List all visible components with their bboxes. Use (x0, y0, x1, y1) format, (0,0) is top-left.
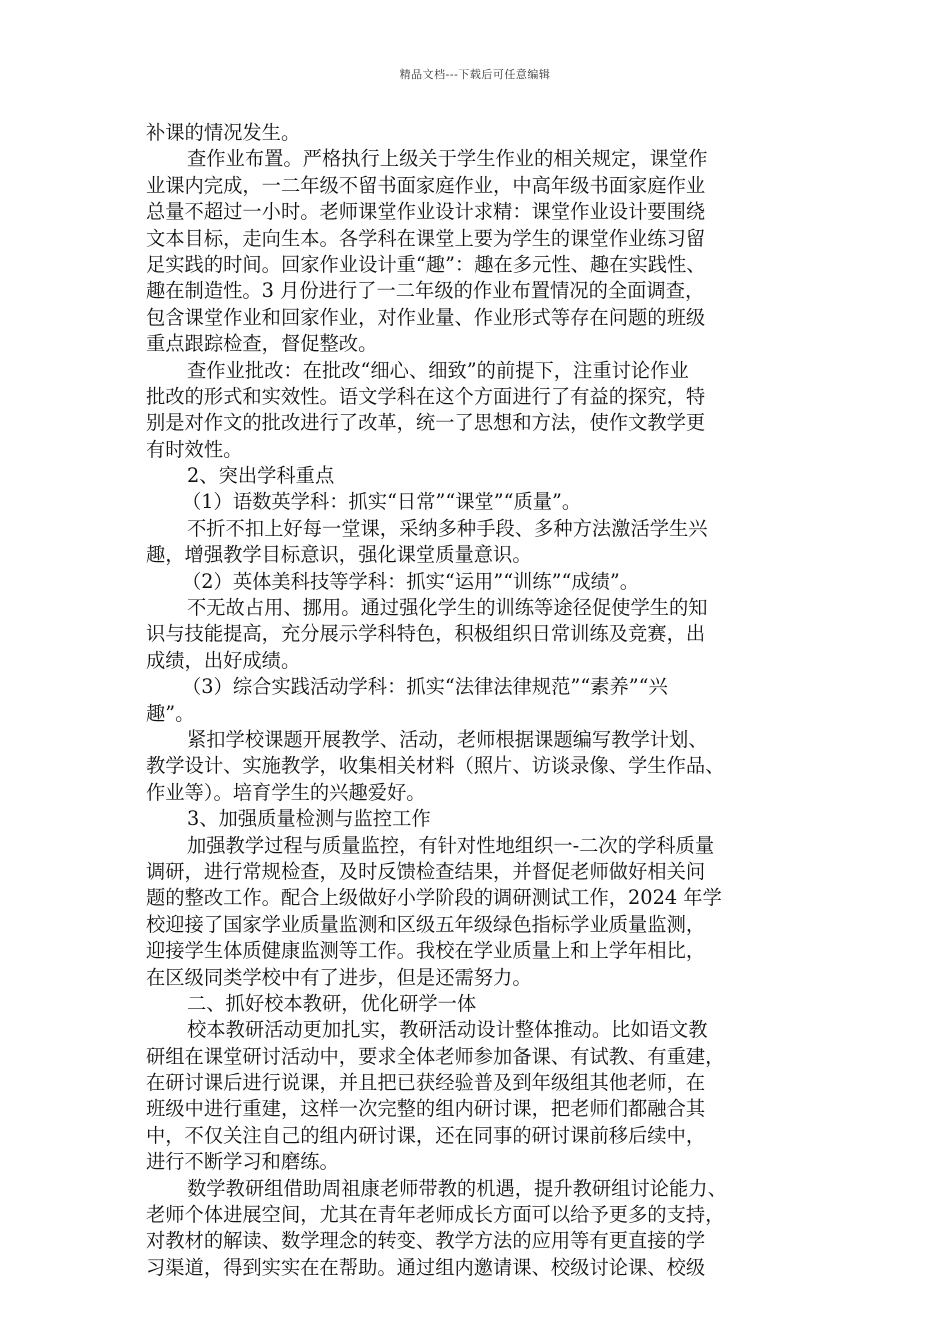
text-line: 进行不断学习和磨练。 (146, 1150, 339, 1174)
text-line: 教学设计、实施教学，收集相关材料（照片、访谈录像、学生作品、 (146, 754, 725, 778)
text-line: 班级中进行重建，这样一次完整的组内研讨课，把老师们都融合其 (146, 1097, 706, 1121)
text-line: 总量不超过一小时。老师课堂作业设计求精：课堂作业设计要围绕 (146, 200, 706, 224)
paragraph-first-line: 不无故占用、挪用。通过强化学生的训练等途径促使学生的知 (187, 596, 708, 620)
text-line: 趣”。 (146, 701, 195, 725)
paragraph-first-line: 紧扣学校课题开展教学、活动，老师根据课题编写教学计划、 (187, 727, 708, 751)
text-line: 有时效性。 (146, 437, 243, 461)
paragraph-first-line: 查作业批改：在批改“细心、细致”的前提下，注重讨论作业 (187, 358, 689, 382)
text-line: 补课的情况发生。 (146, 121, 301, 144)
text-line: 老师个体进展空间，尤其在青年老师成长方面可以给予更多的支持， (146, 1203, 725, 1227)
text-line: 迎接学生体质健康监测等工作。我校在学业质量上和上学年相比， (146, 939, 706, 963)
paragraph-first-line: 查作业布置。严格执行上级关于学生作业的相关规定，课堂作 (187, 147, 708, 171)
text-line: 业课内完成，一二年级不留书面家庭作业，中高年级书面家庭作业 (146, 173, 706, 197)
subsection-heading: （1）语数英学科：抓实“日常”“课堂”“质量”。 (182, 490, 582, 514)
section-heading: 二、抓好校本教研，优化研学一体 (187, 991, 477, 1015)
text-line: 批改的形式和实效性。语文学科在这个方面进行了有益的探究，特 (146, 384, 706, 408)
paragraph-first-line: 加强教学过程与质量监控，有针对性地组织一-二次的学科质量 (187, 833, 715, 857)
text-line: 文本目标，走向生本。各学科在课堂上要为学生的课堂作业练习留 (146, 226, 706, 250)
text-line: 成绩，出好成绩。 (146, 648, 301, 672)
paragraph-first-line: 校本教研活动更加扎实，教研活动设计整体推动。比如语文教 (187, 1018, 708, 1042)
page-header: 精品文档---下载后可任意编辑 (399, 68, 551, 81)
text-line: 研组在课堂研讨活动中，要求全体老师参加备课、有试教、有重建， (146, 1044, 725, 1068)
text-line: 趣在制造性。3 月份进行了一二年级的作业布置情况的全面调查， (146, 279, 705, 303)
text-line: 趣，增强教学目标意识，强化课堂质量意识。 (146, 543, 532, 567)
text-line: 校迎接了国家学业质量监测和区级五年级绿色指标学业质量监测， (146, 912, 706, 936)
text-line: 识与技能提高，充分展示学科特色，积极组织日常训练及竞赛，出 (146, 622, 706, 646)
text-line: 中，不仅关注自己的组内研讨课，还在同事的研讨课前移后续中， (146, 1123, 706, 1147)
text-line: 在区级同类学校中有了进步，但是还需努力。 (146, 965, 532, 989)
text-line: 作业等）。培育学生的兴趣爱好。 (146, 780, 426, 804)
text-line: 别是对作文的批改进行了改革，统一了思想和方法，使作文教学更 (146, 411, 706, 435)
subsection-heading: （3）综合实践活动学科：抓实“法律法律规范”“素养”“兴 (182, 675, 668, 699)
text-line: 题的整改工作。配合上级做好小学阶段的调研测试工作，2024 年学 (146, 886, 722, 910)
document-body (146, 120, 806, 1281)
text-line: 包含课堂作业和回家作业，对作业量、作业形式等存在问题的班级 (146, 305, 706, 329)
text-line: 调研，进行常规检查，及时反馈检查结果，并督促老师做好相关问 (146, 859, 706, 883)
paragraph-first-line: 数学教研组借助周祖康老师带教的机遇，提升教研组讨论能力、 (187, 1176, 727, 1200)
section-heading: 2、突出学科重点 (187, 464, 335, 488)
text-line: 对教材的解读、数学理念的转变、教学方法的应用等有更直接的学 (146, 1229, 706, 1253)
text-line: 重点跟踪检查，督促整改。 (146, 332, 378, 356)
text-line: 在研讨课后进行说课，并且把已获经验普及到年级组其他老师，在 (146, 1071, 706, 1095)
paragraph-first-line: 不折不扣上好每一堂课，采纳多种手段、多种方法激活学生兴 (187, 516, 708, 540)
subsection-heading: （2）英体美科技等学科：抓实“运用”“训练”“成绩”。 (182, 569, 640, 593)
text-line: 习渠道，得到实实在在帮助。通过组内邀请课、校级讨论课、校级 (146, 1255, 706, 1279)
text-line: 足实践的时间。回家作业设计重“趣”：趣在多元性、趣在实践性、 (146, 252, 706, 276)
section-heading: 3、加强质量检测与监控工作 (187, 807, 431, 831)
